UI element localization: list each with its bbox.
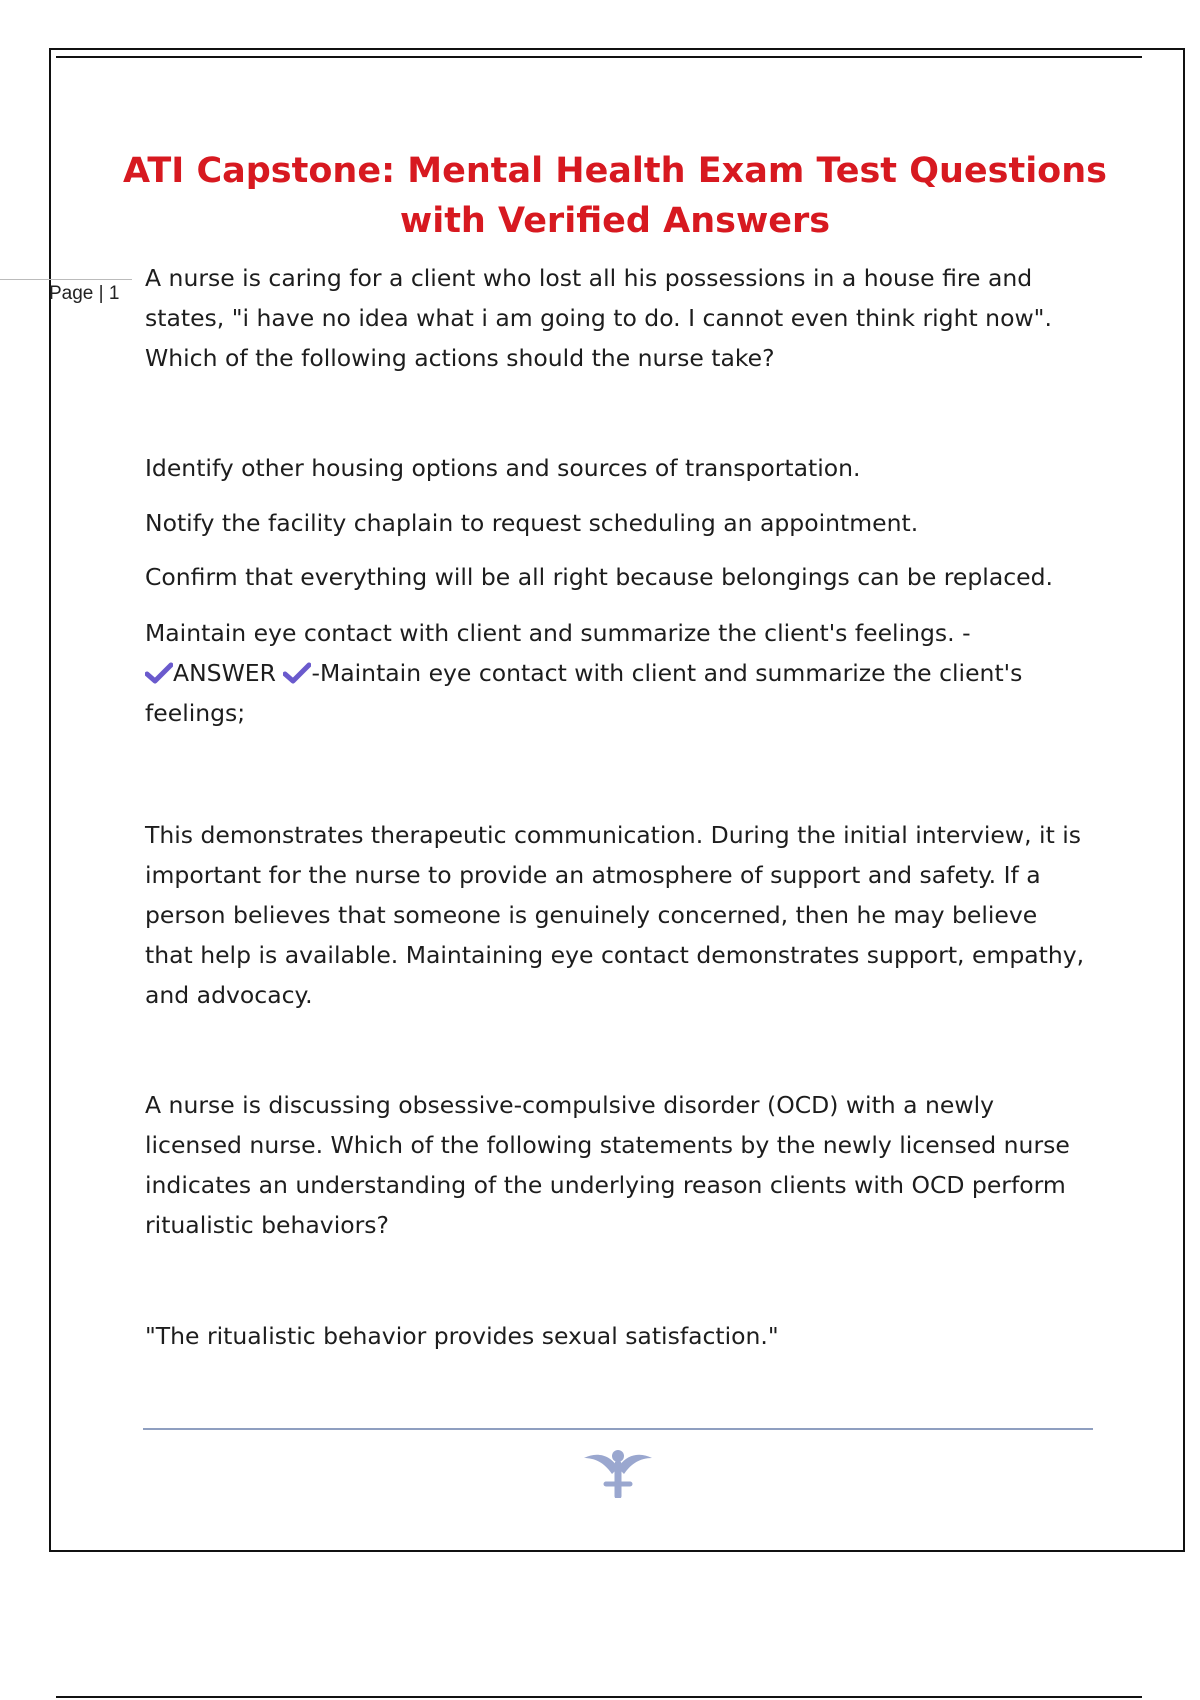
question-1-answer-block [145,613,1085,733]
check-icon [283,662,311,684]
check-icon [145,662,173,684]
page-label-rule [0,279,132,280]
question-1-option-3: Confirm that everything will be all right because belongings can be replaced. [145,563,1053,591]
question-1-prompt: A nurse is caring for a client who lost all his possessions in a house fire and states, "i have no idea what i am going to do. I cannot even think right now". Which of the following actions should the nurse take? [145,264,1052,372]
question-1-option-1: Identify other housing options and sources of transportation. [145,454,861,482]
question-1-option-2: Notify the facility chaplain to request scheduling an appointment. [145,509,919,537]
answer-text: -Maintain eye contact with client and summarize the client's feelings; [145,659,1023,727]
question-2-prompt: A nurse is discussing obsessive-compulsive disorder (OCD) with a newly licensed nurse. Which of the following statements by the newly licensed nurse indicates an understanding of the underlying reason clients with OCD perform ritualistic behaviors? [145,1091,1070,1239]
ornament-icon [580,1446,656,1498]
document-title-line-2: with Verified Answers [399,201,831,241]
lower-page-rule [56,1696,1142,1698]
document-title [120,146,1110,246]
answer-label: ANSWER [173,659,276,687]
question-1-rationale: This demonstrates therapeutic communication. During the initial interview, it is important for the nurse to provide an atmosphere of support and safety. If a person believes that someone is genuinely concerned, then he may believe that help is available. Maintaining eye contact demonstrates support, empathy, and advocacy. [145,821,1085,1009]
page-number-label: Page | 1 [49,283,120,304]
footer-rule [143,1428,1093,1430]
document-title-line-1: ATI Capstone: Mental Health Exam Test Questions [123,151,1107,191]
header-rule [56,56,1142,58]
answer-lead-text: Maintain eye contact with client and summarize the client's feelings. - [145,619,971,647]
question-2-option-1: "The ritualistic behavior provides sexual satisfaction." [145,1322,779,1350]
